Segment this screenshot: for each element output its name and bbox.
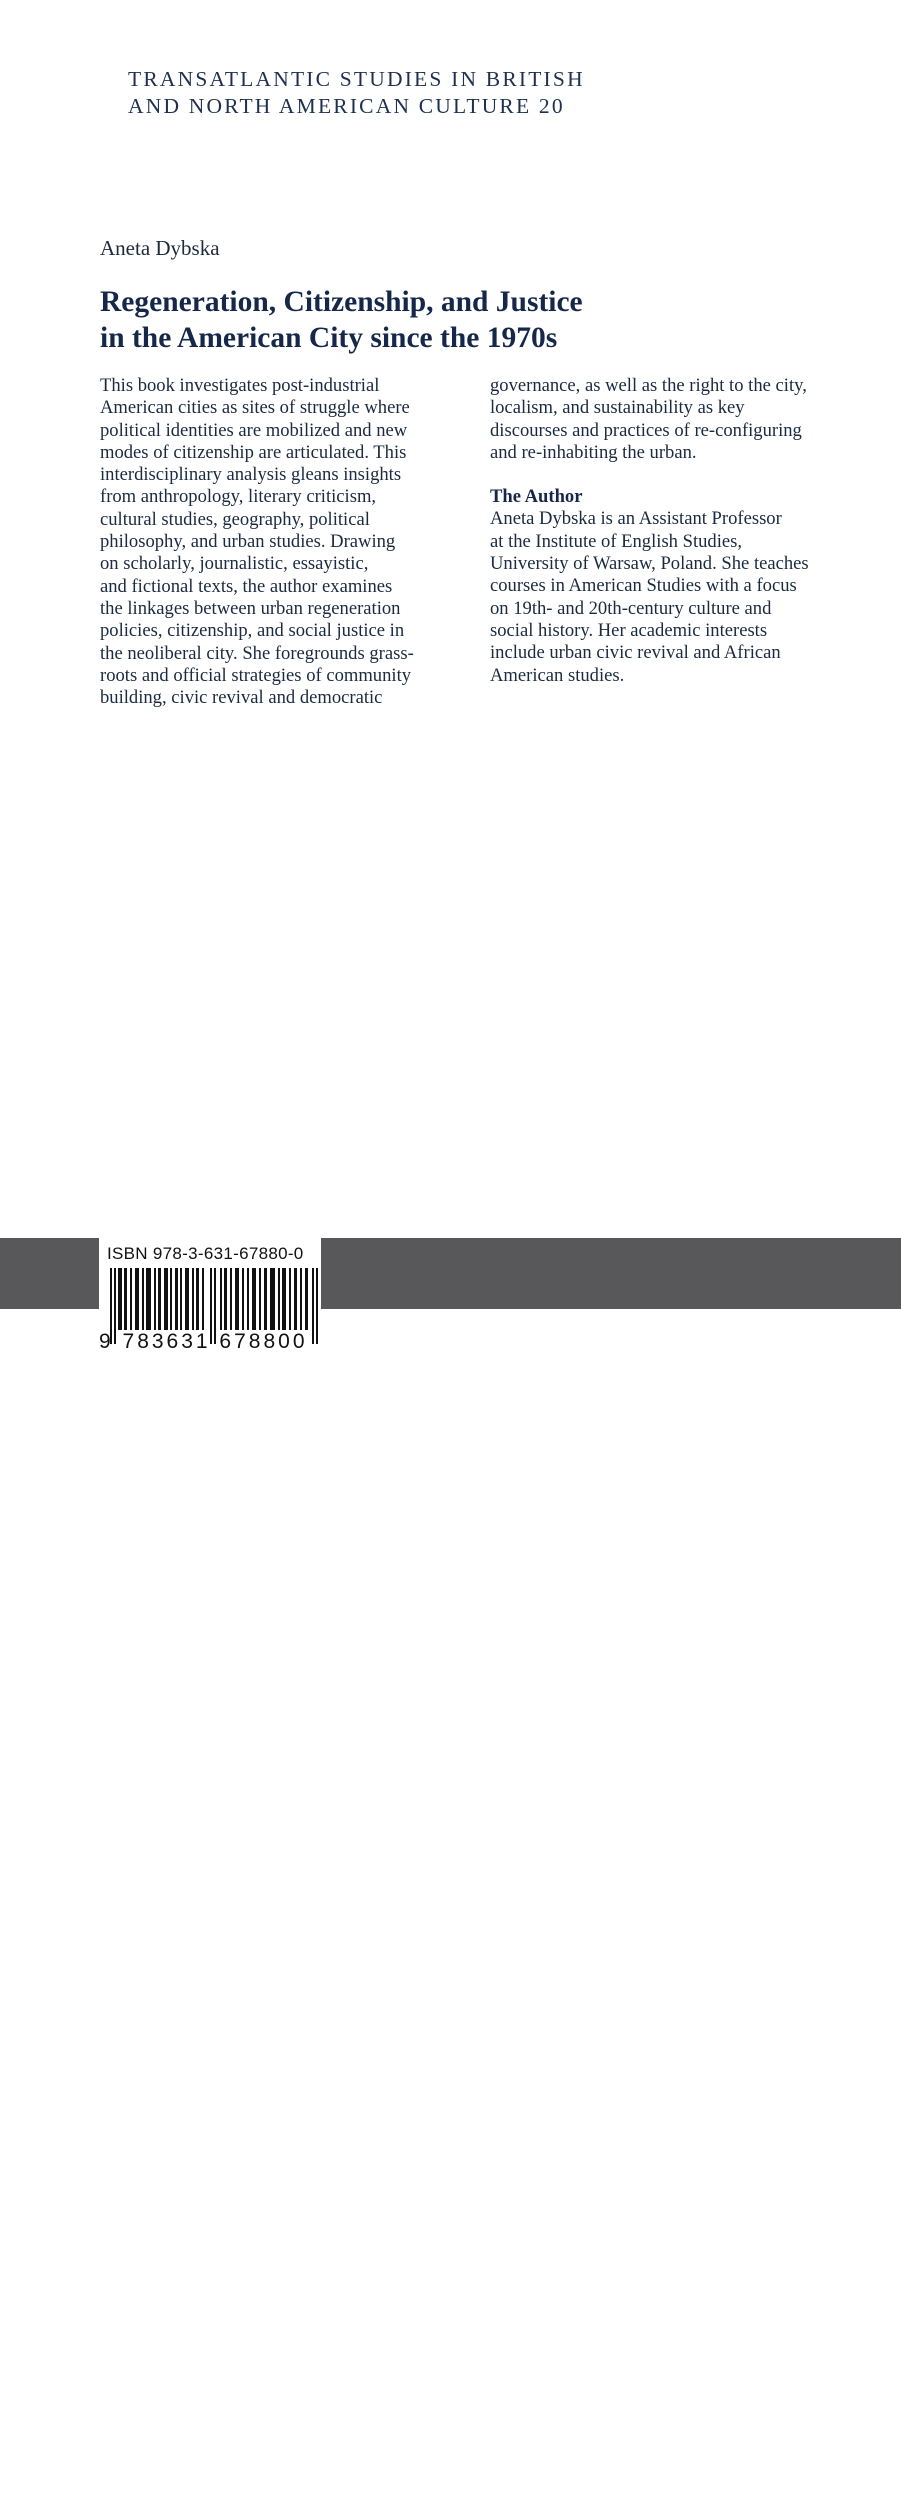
series-line-1: TRANSATLANTIC STUDIES IN BRITISH <box>128 67 585 91</box>
author-bio-line: American studies. <box>490 664 625 686</box>
blurb-left-column <box>100 375 414 709</box>
series-line-2: AND NORTH AMERICAN CULTURE 20 <box>128 94 565 118</box>
blurb-line: building, civic revival and democratic <box>100 687 383 709</box>
isbn-label: ISBN 978-3-631-67880-0 <box>107 1244 304 1263</box>
author-name: Aneta Dybska <box>100 236 220 260</box>
title-line-2: in the American City since the 1970s <box>100 322 558 354</box>
blurb-line: political identities are mobilized and new <box>100 419 408 441</box>
author-bio-line: include urban civic revival and African <box>490 642 781 664</box>
author-bio-line: social history. Her academic interests <box>490 619 768 641</box>
blurb-line: interdisciplinary analysis gleans insights <box>100 464 402 486</box>
blurb-line: and fictional texts, the author examines <box>100 575 393 597</box>
series-title <box>128 66 585 120</box>
blurb-line: This book investigates post-industrial <box>100 375 380 396</box>
title-line-1: Regeneration, Citizenship, and Justice <box>100 286 583 318</box>
blurb-line: discourses and practices of re-configuring <box>490 419 802 441</box>
blurb-line: from anthropology, literary criticism, <box>100 486 377 508</box>
author-bio-line: courses in American Studies with a focus <box>490 575 797 597</box>
book-title <box>100 284 583 356</box>
blurb-line: American cities as sites of struggle where <box>100 397 410 419</box>
blurb-line: philosophy, and urban studies. Drawing <box>100 531 396 553</box>
barcode-digits: 9 783631 678800 <box>99 1330 308 1353</box>
blurb-line: the linkages between urban regeneration <box>100 597 401 619</box>
author-bio-line: at the Institute of English Studies, <box>490 530 743 552</box>
blurb-line: policies, citizenship, and social justice in <box>100 620 405 642</box>
blurb-line: cultural studies, geography, political <box>100 508 370 530</box>
author-bio-line: on 19th- and 20th-century culture and <box>490 597 772 619</box>
blurb-line: and re-inhabiting the urban. <box>490 441 697 463</box>
blurb-line: roots and official strategies of community <box>100 664 412 686</box>
blurb-right-column <box>490 375 809 687</box>
about-author-heading: The Author <box>490 486 583 508</box>
blurb-line: modes of citizenship are articulated. This <box>100 441 407 463</box>
footer-bar-right <box>321 1238 901 2506</box>
footer-bar-left <box>0 1238 99 1309</box>
author-bio-line: University of Warsaw, Poland. She teaches <box>490 553 809 575</box>
blurb-line: governance, as well as the right to the city, <box>490 375 807 396</box>
publisher-url[interactable]: www.peterlang.com <box>663 2486 843 2506</box>
author-bio-line: Aneta Dybska is an Assistant Professor <box>490 508 782 530</box>
blurb-line: the neoliberal city. She foregrounds grass- <box>100 642 414 664</box>
blurb-line: on scholarly, journalistic, essayistic, <box>100 553 369 575</box>
blurb-line: localism, and sustainability as key <box>490 397 745 419</box>
